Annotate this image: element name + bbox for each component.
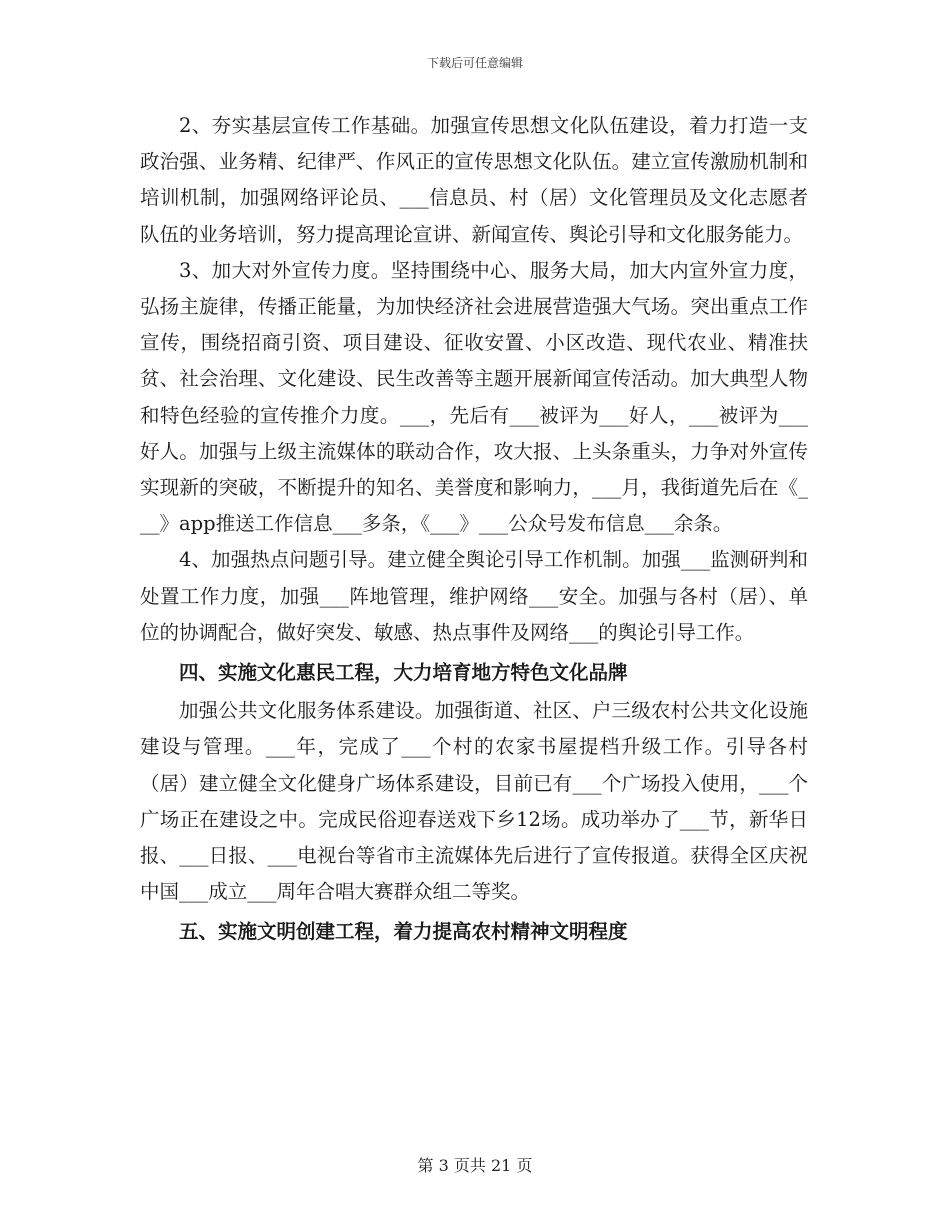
paragraph-3: 3、加大对外宣传力度。坚持围绕中心、服务大局，加大内宣外宣力度，弘扬主旋律，传播正能量，为加快经济社会进展营造强大气场。突出重点工作宣传，围绕招商引资、项目建设、征收安置、小区改造、现代农业、精准扶贫、社会治理、文化建设、民生改善等主题开展新闻宣传活动。加大典型人物和特色经验的宣传推介力度。___，先后有___被评为___好人，___被评为___好人。加强与上级主流媒体的联动合作，攻大报、上头条重头，力争对外宣传实现新的突破，不断提升的知名、美誉度和影响力，___月，我街道先后在《___》app推送工作信息___多条，《___》___公众号发布信息___余条。 <box>140 258 808 536</box>
section-heading-5: 五、实施文明创建工程，着力提高农村精神文明程度 <box>179 920 628 944</box>
header-note: 下载后可任意编辑 <box>426 56 523 70</box>
document-body <box>140 108 808 953</box>
section-heading-4: 四、实施文化惠民工程，大力培育地方特色文化品牌 <box>179 661 628 685</box>
paragraph-4: 4、加强热点问题引导。建立健全舆论引导工作机制。加强___监测研判和处置工作力度，加强___阵地管理，维护网络___安全。加强与各村（居）、单位的协调配合，做好突发、敏感、热点事件及网络___的舆论引导工作。 <box>140 548 808 644</box>
paragraph-culture: 加强公共文化服务体系建设。加强街道、社区、户三级农村公共文化设施建设与管理。___年，完成了___个村的农家书屋提档升级工作。引导各村（居）建立健全文化健身广场体系建设，目前已有___个广场投入使用，___个广场正在建设之中。完成民俗迎春送戏下乡12场。成功举办了___节，新华日报、___日报、___电视台等省市主流媒体先后进行了宣传报道。获得全区庆祝中国___成立___周年合唱大赛群众组二等奖。 <box>140 699 808 904</box>
paragraph-2: 2、夯实基层宣传工作基础。加强宣传思想文化队伍建设，着力打造一支政治强、业务精、纪律严、作风正的宣传思想文化队伍。建立宣传激励机制和培训机制，加强网络评论员、___信息员、村（居）文化管理员及文化志愿者队伍的业务培训，努力提高理论宣讲、新闻宣传、舆论引导和文化服务能力。 <box>140 114 808 246</box>
page-number: 第 3 页共 21 页 <box>417 1156 533 1175</box>
